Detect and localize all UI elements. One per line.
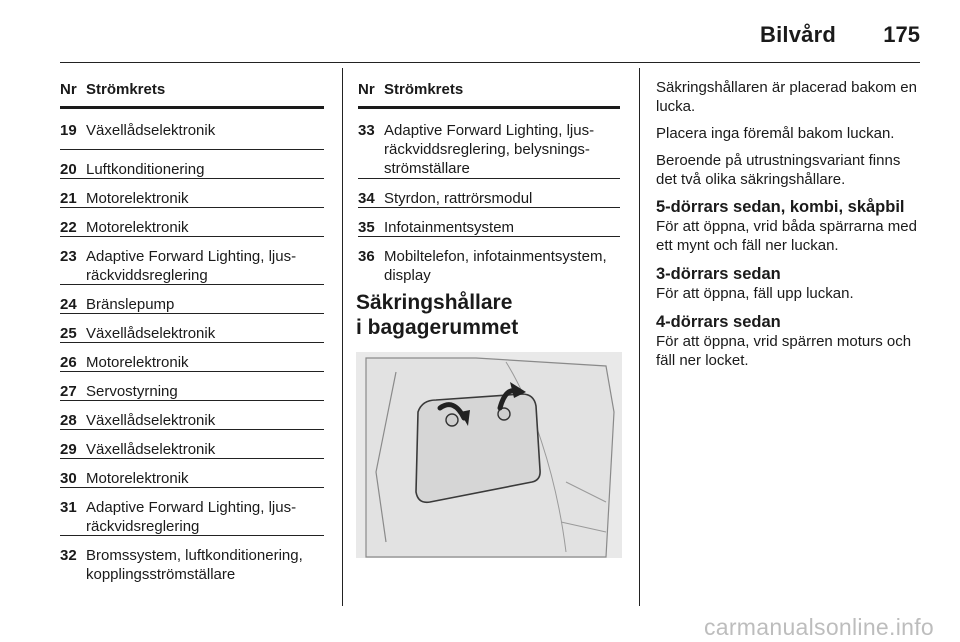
row-text: Infotainmentsystem xyxy=(384,219,515,236)
table-row xyxy=(60,401,324,429)
subheading: 5-dörrars sedan, kombi, skåpbil xyxy=(656,198,905,216)
watermark: carmanualsonline.info xyxy=(703,614,934,640)
row-nr: 22 xyxy=(60,219,77,236)
row-text: Motorelektronik xyxy=(86,190,189,207)
row-nr: 30 xyxy=(60,470,77,487)
row-text: Växellådselektronik xyxy=(86,325,216,342)
table-row xyxy=(358,179,620,207)
table-row xyxy=(60,459,324,487)
header-circuit: Strömkrets xyxy=(384,81,464,98)
header-nr: Nr xyxy=(358,81,375,98)
subheading: 4-dörrars sedan xyxy=(656,313,781,331)
chapter-title: Bilvård xyxy=(760,22,836,47)
row-nr: 28 xyxy=(60,412,77,429)
row-nr: 20 xyxy=(60,161,77,178)
latch-left xyxy=(446,414,458,426)
table-row xyxy=(60,488,324,535)
column-divider-1 xyxy=(342,68,343,606)
section-heading-line-1: Säkringshållare xyxy=(356,291,513,314)
header-rule xyxy=(60,62,920,63)
row-text: Växellådselektronik xyxy=(86,122,216,139)
table-row xyxy=(60,430,324,458)
row-text: Motorelektronik xyxy=(86,354,189,371)
table-row xyxy=(60,343,324,371)
table-row xyxy=(358,121,620,178)
row-text: Växellådselektronik xyxy=(86,441,216,458)
column-divider-2 xyxy=(639,68,640,606)
page-number: 175 xyxy=(883,22,920,47)
instructions-column xyxy=(656,78,924,379)
header-circuit: Strömkrets xyxy=(86,81,166,98)
row-text: Bromssystem, luftkonditionering, kopplingsströmställare xyxy=(86,547,303,583)
table-header xyxy=(60,80,324,109)
table-row xyxy=(60,372,324,400)
table-row xyxy=(60,536,324,584)
row-text: Motorelektronik xyxy=(86,219,189,236)
row-nr: 27 xyxy=(60,383,77,400)
row-text: Växellådselektronik xyxy=(86,412,216,429)
row-nr: 34 xyxy=(358,190,375,207)
paragraph: Säkringshållaren är placerad bakom en lucka. xyxy=(656,79,917,115)
row-nr: 36 xyxy=(358,248,375,265)
fuse-table-2 xyxy=(358,80,620,285)
table-row xyxy=(358,208,620,236)
row-text: Styrdon, rattrörsmodul xyxy=(384,190,533,207)
paragraph: För att öppna, vrid båda spärrarna med ett mynt och fäll ner luckan. xyxy=(656,218,917,254)
row-text: Luftkonditionering xyxy=(86,161,205,178)
table-row xyxy=(358,237,620,285)
paragraph: För att öppna, fäll upp luckan. xyxy=(656,285,854,302)
section-heading-line-2: i bagagerummet xyxy=(356,316,519,339)
row-text: Adaptive Forward Lighting, ljus-räckvidsreglering xyxy=(86,499,297,535)
table-row xyxy=(60,121,324,149)
row-nr: 32 xyxy=(60,547,77,564)
table-row xyxy=(60,150,324,178)
paragraph: För att öppna, vrid spärren moturs och fäll ner locket. xyxy=(656,333,912,369)
table-row xyxy=(60,314,324,342)
row-nr: 29 xyxy=(60,441,77,458)
section-heading xyxy=(356,290,626,340)
table-header xyxy=(358,80,620,109)
row-text: Servostyrning xyxy=(86,383,178,400)
table-row xyxy=(60,179,324,207)
row-nr: 23 xyxy=(60,248,77,265)
table-row xyxy=(60,237,324,284)
paragraph: Placera inga föremål bakom luckan. xyxy=(656,125,895,142)
row-nr: 19 xyxy=(60,122,77,139)
paragraph: Beroende på utrustningsvariant finns det två olika säkringshållare. xyxy=(656,152,901,188)
row-nr: 31 xyxy=(60,499,77,516)
row-nr: 33 xyxy=(358,122,375,139)
row-nr: 25 xyxy=(60,325,77,342)
fuse-holder-illustration xyxy=(356,352,622,558)
row-nr: 26 xyxy=(60,354,77,371)
table-row xyxy=(60,285,324,313)
row-text: Adaptive Forward Lighting, ljus-räckviddsreglering xyxy=(86,248,297,284)
fuse-table-1 xyxy=(60,80,324,584)
row-text: Adaptive Forward Lighting, ljus-räckviddsreglering, belysnings-strömställare xyxy=(384,122,595,177)
table-row xyxy=(60,208,324,236)
row-nr: 35 xyxy=(358,219,375,236)
row-text: Motorelektronik xyxy=(86,470,189,487)
row-nr: 21 xyxy=(60,190,77,207)
row-nr: 24 xyxy=(60,296,77,313)
row-text: Bränslepump xyxy=(86,296,175,313)
header-nr: Nr xyxy=(60,81,77,98)
subheading: 3-dörrars sedan xyxy=(656,265,781,283)
row-text: Mobiltelefon, infotainmentsystem, display xyxy=(384,248,607,284)
